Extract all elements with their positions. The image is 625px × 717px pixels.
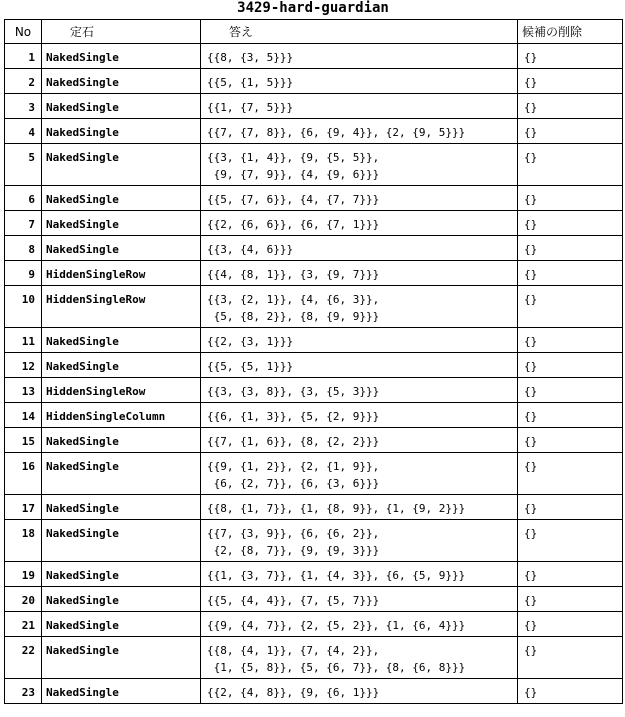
row-number: 6: [5, 186, 42, 211]
row-number: 17: [5, 495, 42, 520]
row-number: 15: [5, 428, 42, 453]
table-row: [5, 403, 623, 428]
header-no: No: [5, 20, 42, 44]
elimination-cell: {}: [518, 328, 623, 353]
table-row: [5, 520, 623, 562]
elimination-cell: {}: [518, 119, 623, 144]
elimination-cell: {}: [518, 453, 623, 495]
technique-cell: NakedSingle: [42, 495, 201, 520]
answer-cell: {{9, {1, 2}}, {2, {1, 9}}, {6, {2, 7}}, {6, {3, 6}}}: [201, 453, 518, 495]
technique-cell: NakedSingle: [42, 637, 201, 679]
table-row: [5, 353, 623, 378]
table-row: [5, 94, 623, 119]
technique-cell: HiddenSingleColumn: [42, 403, 201, 428]
row-number: 8: [5, 236, 42, 261]
answer-cell: {{7, {1, 6}}, {8, {2, 2}}}: [201, 428, 518, 453]
elimination-cell: {}: [518, 69, 623, 94]
row-number: 7: [5, 211, 42, 236]
answer-cell: {{5, {1, 5}}}: [201, 69, 518, 94]
technique-cell: NakedSingle: [42, 587, 201, 612]
technique-cell: NakedSingle: [42, 353, 201, 378]
technique-cell: NakedSingle: [42, 453, 201, 495]
answer-cell: {{5, {4, 4}}, {7, {5, 7}}}: [201, 587, 518, 612]
table-body: [5, 44, 623, 704]
elimination-cell: {}: [518, 286, 623, 328]
technique-cell: HiddenSingleRow: [42, 261, 201, 286]
elimination-cell: {}: [518, 186, 623, 211]
elimination-cell: {}: [518, 403, 623, 428]
table-row: [5, 679, 623, 704]
technique-cell: NakedSingle: [42, 211, 201, 236]
table-row: [5, 428, 623, 453]
table-row: [5, 69, 623, 94]
table-row: [5, 612, 623, 637]
row-number: 3: [5, 94, 42, 119]
elimination-cell: {}: [518, 211, 623, 236]
answer-cell: {{5, {5, 1}}}: [201, 353, 518, 378]
answer-cell: {{6, {1, 3}}, {5, {2, 9}}}: [201, 403, 518, 428]
technique-cell: NakedSingle: [42, 679, 201, 704]
technique-cell: NakedSingle: [42, 428, 201, 453]
answer-cell: {{2, {4, 8}}, {9, {6, 1}}}: [201, 679, 518, 704]
elimination-cell: {}: [518, 353, 623, 378]
row-number: 1: [5, 44, 42, 69]
elimination-cell: {}: [518, 679, 623, 704]
row-number: 22: [5, 637, 42, 679]
answer-cell: {{8, {1, 7}}, {1, {8, 9}}, {1, {9, 2}}}: [201, 495, 518, 520]
row-number: 23: [5, 679, 42, 704]
row-number: 11: [5, 328, 42, 353]
elimination-cell: {}: [518, 144, 623, 186]
elimination-cell: {}: [518, 637, 623, 679]
technique-cell: NakedSingle: [42, 328, 201, 353]
table-row: [5, 211, 623, 236]
table-row: [5, 453, 623, 495]
technique-cell: NakedSingle: [42, 119, 201, 144]
row-number: 16: [5, 453, 42, 495]
elimination-cell: {}: [518, 562, 623, 587]
row-number: 4: [5, 119, 42, 144]
solution-table: [4, 19, 623, 704]
table-row: [5, 587, 623, 612]
technique-cell: NakedSingle: [42, 612, 201, 637]
row-number: 9: [5, 261, 42, 286]
table-row: [5, 378, 623, 403]
table-row: [5, 119, 623, 144]
answer-cell: {{8, {3, 5}}}: [201, 44, 518, 69]
answer-cell: {{8, {4, 1}}, {7, {4, 2}}, {1, {5, 8}}, {5, {6, 7}}, {8, {6, 8}}}: [201, 637, 518, 679]
technique-cell: HiddenSingleRow: [42, 378, 201, 403]
answer-cell: {{5, {7, 6}}, {4, {7, 7}}}: [201, 186, 518, 211]
answer-cell: {{7, {3, 9}}, {6, {6, 2}}, {2, {8, 7}}, {9, {9, 3}}}: [201, 520, 518, 562]
technique-cell: NakedSingle: [42, 236, 201, 261]
header-answer: 答え: [201, 20, 518, 44]
answer-cell: {{2, {3, 1}}}: [201, 328, 518, 353]
table-row: [5, 144, 623, 186]
answer-cell: {{9, {4, 7}}, {2, {5, 2}}, {1, {6, 4}}}: [201, 612, 518, 637]
answer-cell: {{3, {2, 1}}, {4, {6, 3}}, {5, {8, 2}}, {8, {9, 9}}}: [201, 286, 518, 328]
elimination-cell: {}: [518, 94, 623, 119]
elimination-cell: {}: [518, 236, 623, 261]
technique-cell: NakedSingle: [42, 186, 201, 211]
elimination-cell: {}: [518, 612, 623, 637]
elimination-cell: {}: [518, 495, 623, 520]
elimination-cell: {}: [518, 44, 623, 69]
answer-cell: {{3, {3, 8}}, {3, {5, 3}}}: [201, 378, 518, 403]
technique-cell: NakedSingle: [42, 69, 201, 94]
table-header-row: [5, 20, 623, 44]
row-number: 20: [5, 587, 42, 612]
elimination-cell: {}: [518, 261, 623, 286]
table-row: [5, 236, 623, 261]
technique-cell: NakedSingle: [42, 144, 201, 186]
row-number: 5: [5, 144, 42, 186]
answer-cell: {{2, {6, 6}}, {6, {7, 1}}}: [201, 211, 518, 236]
technique-cell: NakedSingle: [42, 562, 201, 587]
table-row: [5, 261, 623, 286]
header-elimination: 候補の削除: [518, 20, 623, 44]
table-row: [5, 562, 623, 587]
elimination-cell: {}: [518, 428, 623, 453]
technique-cell: NakedSingle: [42, 44, 201, 69]
row-number: 13: [5, 378, 42, 403]
answer-cell: {{1, {7, 5}}}: [201, 94, 518, 119]
answer-cell: {{3, {4, 6}}}: [201, 236, 518, 261]
table-row: [5, 495, 623, 520]
table-row: [5, 286, 623, 328]
header-technique: 定石: [42, 20, 201, 44]
elimination-cell: {}: [518, 587, 623, 612]
table-row: [5, 44, 623, 69]
answer-cell: {{1, {3, 7}}, {1, {4, 3}}, {6, {5, 9}}}: [201, 562, 518, 587]
answer-cell: {{3, {1, 4}}, {9, {5, 5}}, {9, {7, 9}}, {4, {9, 6}}}: [201, 144, 518, 186]
answer-cell: {{7, {7, 8}}, {6, {9, 4}}, {2, {9, 5}}}: [201, 119, 518, 144]
answer-cell: {{4, {8, 1}}, {3, {9, 7}}}: [201, 261, 518, 286]
row-number: 21: [5, 612, 42, 637]
row-number: 19: [5, 562, 42, 587]
row-number: 12: [5, 353, 42, 378]
technique-cell: HiddenSingleRow: [42, 286, 201, 328]
page-title: 3429-hard-guardian: [237, 0, 389, 16]
table-row: [5, 186, 623, 211]
technique-cell: NakedSingle: [42, 520, 201, 562]
row-number: 2: [5, 69, 42, 94]
row-number: 18: [5, 520, 42, 562]
row-number: 10: [5, 286, 42, 328]
row-number: 14: [5, 403, 42, 428]
table-row: [5, 637, 623, 679]
table-row: [5, 328, 623, 353]
elimination-cell: {}: [518, 378, 623, 403]
technique-cell: NakedSingle: [42, 94, 201, 119]
elimination-cell: {}: [518, 520, 623, 562]
